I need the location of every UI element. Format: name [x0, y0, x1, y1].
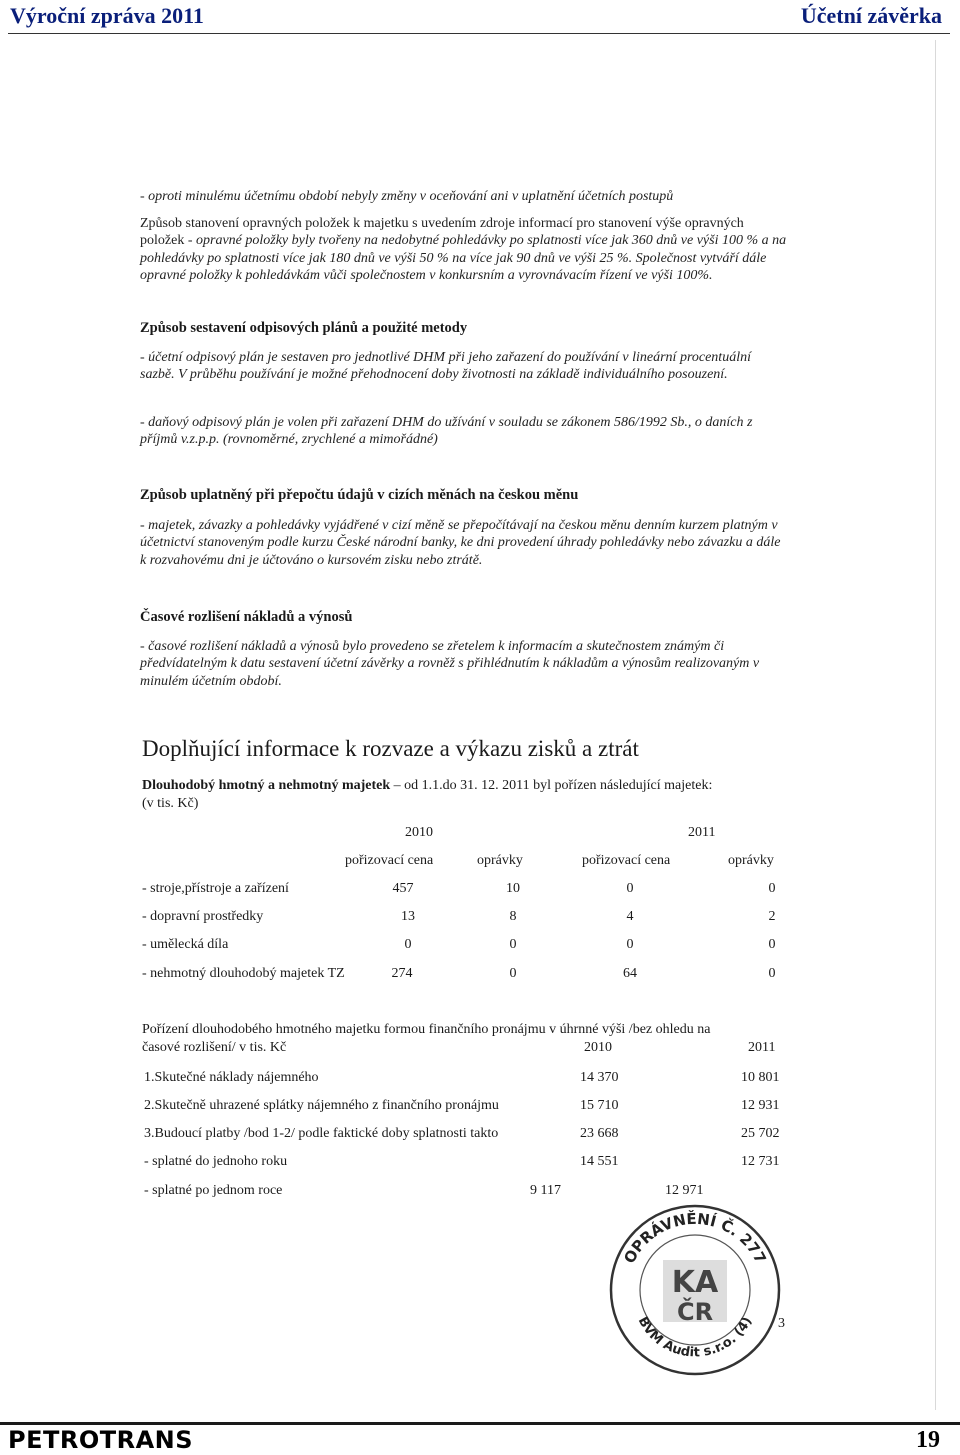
- lease-cell: 12 731: [741, 1154, 780, 1169]
- auditor-stamp: [605, 1200, 785, 1380]
- lease-intro-line2: časové rozlišení/ v tis. Kč: [142, 1040, 287, 1055]
- table-row-label: - dopravní prostředky: [142, 909, 264, 924]
- paragraph-adjustments: [140, 215, 788, 285]
- assets-intro-bold: Dlouhodobý hmotný a nehmotný majetek: [142, 778, 391, 793]
- table-cell: 274: [391, 966, 413, 981]
- assets-intro: [142, 778, 712, 794]
- heading-depreciation: Způsob sestavení odpisových plánů a použité metody: [140, 320, 468, 336]
- heading-accruals: Časové rozlišení nákladů a výnosů: [140, 609, 353, 625]
- lease-cell: 14 370: [580, 1070, 619, 1085]
- table-cell: 0: [626, 937, 634, 952]
- section-name: Účetní závěrka: [800, 3, 942, 28]
- lease-cell: 12 971: [665, 1183, 704, 1198]
- lease-year-2011: 2011: [748, 1040, 776, 1055]
- col-depr-2011: oprávky: [728, 853, 774, 868]
- scan-page-number: 3: [778, 1316, 785, 1331]
- table-cell: 13: [401, 909, 415, 924]
- lease-row-label: 1.Skutečné náklady nájemného: [144, 1070, 319, 1085]
- footer-brand: PETROTRANS: [8, 1426, 194, 1454]
- lease-cell: 23 668: [580, 1126, 619, 1141]
- adjustments-body-text: - opravné položky byly tvořeny na nedobytné pohledávky po splatnosti více jak 360 dnů ve výši 100 % a na pohledávky po splatnosti více jak 180 dnů ve výši 50 % na více jak 90 dnů ve výši 25 %. Společnost vytváří dále opravné položky k pohledávkám vůči společnostem v konkursním a vyrovnávacím řízení ve výši 100%.: [140, 233, 787, 284]
- stamp-top-text: OPRÁVNĚNÍ Č. 277: [620, 1209, 770, 1267]
- table-cell: 0: [509, 937, 517, 952]
- lease-row-label: - splatné do jednoho roku: [144, 1154, 288, 1169]
- table-cell: 0: [768, 966, 776, 981]
- paragraph-currency: - majetek, závazky a pohledávky vyjádřené v cizí měně se přepočítávají na českou měnu denním kurzem platným v účetnictví stanoveným podle kurzu České národní banky, ke dni provedení úhrady pohledávky nebo závazku a dále k rozvahovému dni je účtováno o kursovém zisku nebo ztrátě.: [140, 518, 781, 568]
- lease-row-label: 2.Skutečně uhrazené splátky nájemného z finančního pronájmu: [144, 1098, 499, 1113]
- report-title: Výroční zpráva 2011: [10, 3, 204, 28]
- lease-year-2010: 2010: [584, 1040, 612, 1055]
- table-cell: 10: [506, 881, 520, 896]
- table-row-label: - nehmotný dlouhodobý majetek TZ: [142, 966, 345, 981]
- assets-unit: (v tis. Kč): [142, 796, 199, 811]
- lease-cell: 10 801: [741, 1070, 780, 1085]
- col-depr-2010: oprávky: [477, 853, 523, 868]
- section-title: Doplňující informace k rozvaze a výkazu zisků a ztrát: [142, 736, 639, 761]
- table-cell: 0: [509, 966, 517, 981]
- col-cost-2011: pořizovací cena: [582, 853, 671, 868]
- table-cell: 0: [768, 881, 776, 896]
- table-row-label: - umělecká díla: [142, 937, 229, 952]
- stamp-bottom-text: BVM Audit s.r.o. (4): [634, 1314, 756, 1361]
- stamp-mark-cr: ČR: [676, 1298, 714, 1326]
- footer-divider: [0, 1422, 960, 1425]
- lease-cell: 25 702: [741, 1126, 780, 1141]
- year-2010: 2010: [405, 825, 433, 840]
- paragraph-tax-depreciation: - daňový odpisový plán je volen při zařazení DHM do užívání v souladu se zákonem 586/1992 Sb., o daních z příjmů v.z.p.p. (rovnoměrné, zrychlené a mimořádné): [140, 415, 753, 448]
- col-cost-2010: pořizovací cena: [345, 853, 434, 868]
- table-cell: 0: [626, 881, 634, 896]
- adjustments-heading-text: Způsob stanovení opravných položek k majetku s uvedením zdroje informací pro stanovení výše opravných položek: [140, 216, 744, 249]
- lease-cell: 14 551: [580, 1154, 619, 1169]
- header-divider: [8, 33, 950, 34]
- lease-cell: 9 117: [530, 1183, 561, 1198]
- assets-intro-rest: – od 1.1.do 31. 12. 2011 byl pořízen následující majetek:: [390, 778, 713, 793]
- table-cell: 8: [509, 909, 517, 924]
- table-cell: 457: [392, 881, 414, 896]
- lease-intro-line1: Pořízení dlouhodobého hmotného majetku formou finančního pronájmu v úhrnné výši /bez ohledu na: [142, 1022, 711, 1037]
- table-cell: 2: [768, 909, 776, 924]
- table-row-label: - stroje,přístroje a zařízení: [142, 881, 289, 896]
- scan-edge-line: [935, 40, 936, 1410]
- lease-cell: 12 931: [741, 1098, 780, 1113]
- table-cell: 4: [626, 909, 634, 924]
- lease-cell: 15 710: [580, 1098, 619, 1113]
- table-cell: 64: [623, 966, 637, 981]
- year-2011: 2011: [688, 825, 716, 840]
- paragraph-accruals: - časové rozlišení nákladů a výnosů bylo provedeno se zřetelem k informacím a skutečnostem známým či předvídatelným k datu sestavení účetní závěrky a rovněž s přihlédnutím k nákladům a výnosům realizovaným v minulém účetním období.: [140, 639, 760, 689]
- lease-row-label: - splatné po jednom roce: [144, 1183, 283, 1198]
- page-number: 19: [916, 1427, 940, 1453]
- table-cell: 0: [404, 937, 412, 952]
- stamp-mark-ka: KA: [671, 1265, 719, 1300]
- lease-row-label: 3.Budoucí platby /bod 1-2/ podle faktické doby splatnosti takto: [144, 1126, 499, 1141]
- paragraph-no-changes: - oproti minulému účetnímu období nebyly změny v oceňování ani v uplatnění účetních postupů: [140, 189, 674, 204]
- heading-currency: Způsob uplatněný při přepočtu údajů v cizích měnách na českou měnu: [140, 487, 579, 503]
- table-cell: 0: [768, 937, 776, 952]
- paragraph-accounting-depreciation: - účetní odpisový plán je sestaven pro jednotlivé DHM při jeho zařazení do používání v lineární procentuální sazbě. V průběhu používání je možné přehodnocení doby životnosti na základě individuálního posouzení.: [140, 350, 751, 383]
